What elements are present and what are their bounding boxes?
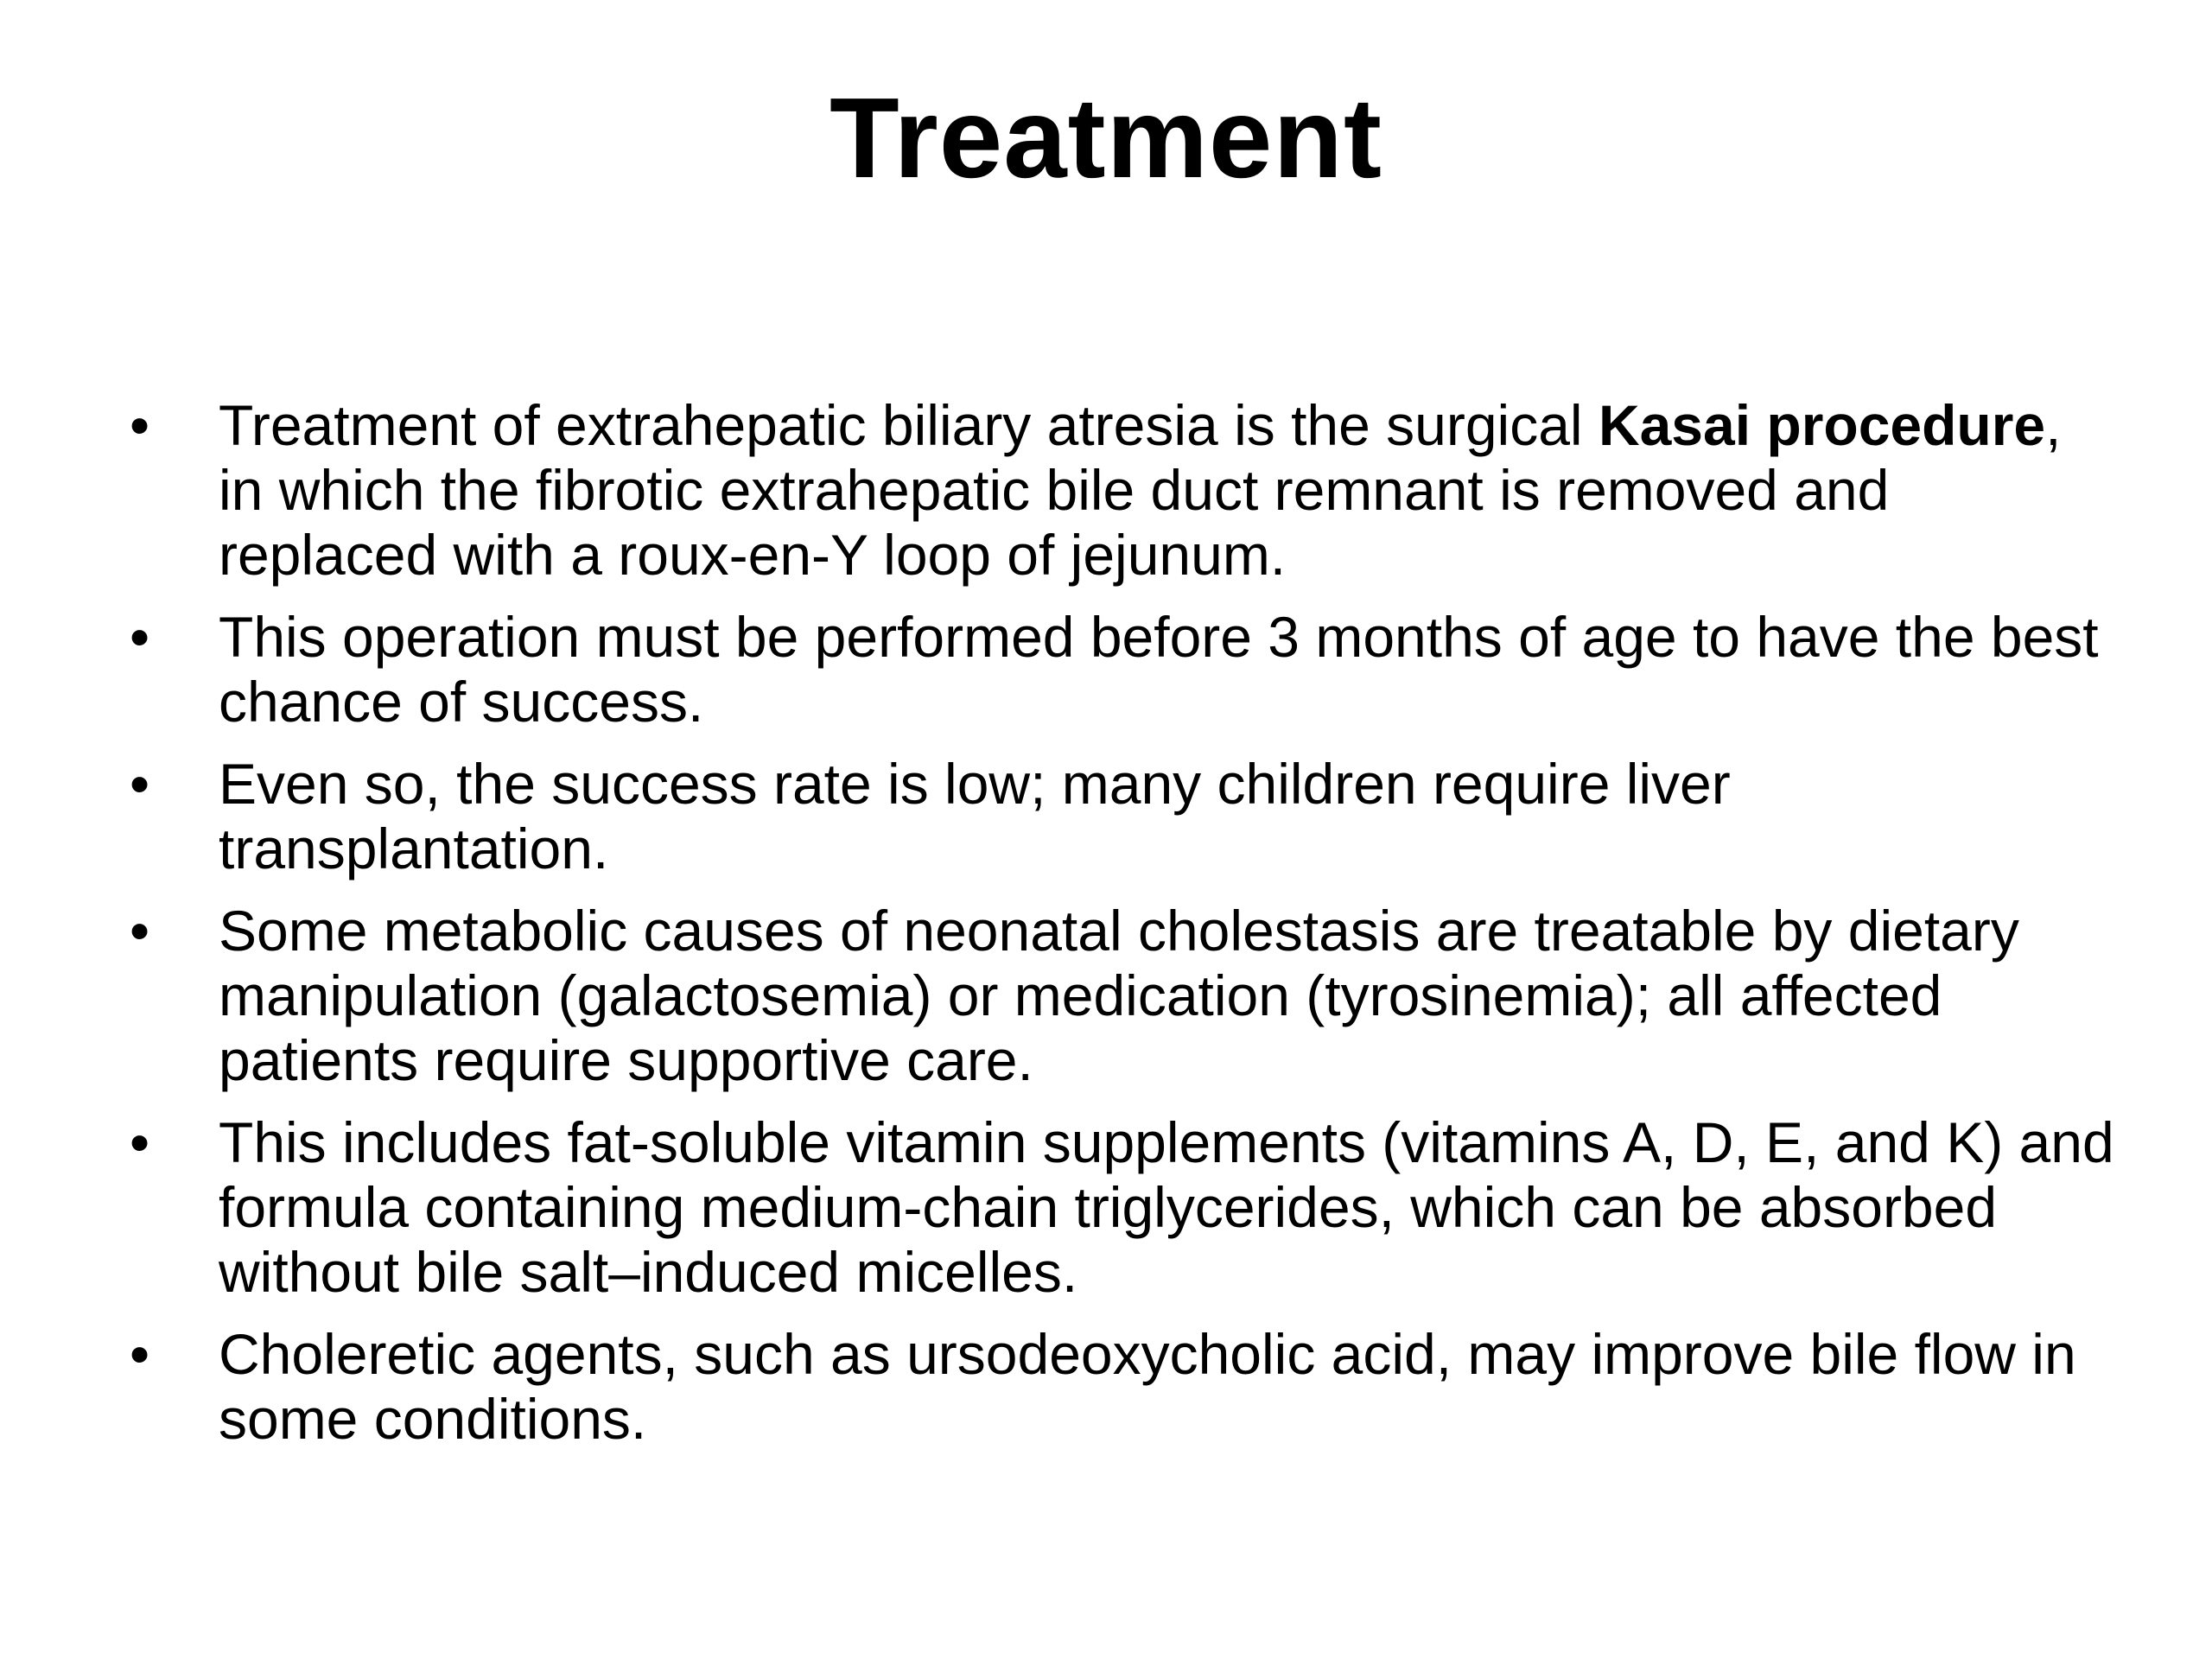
bullet-marker: • xyxy=(130,1110,150,1174)
bullet-text: , in which the fibrotic extrahepatic bile duct remnant is removed and replaced with a roux-en-Y loop of jejunum. xyxy=(219,393,2062,587)
bullet-marker: • xyxy=(130,899,150,963)
bullet-text: Some metabolic causes of neonatal cholestasis are treatable by dietary manipulation (galactosemia) or medication (tyrosinemia); all affected patients require supportive care. xyxy=(219,899,2019,1092)
bullet-item-success-rate xyxy=(130,752,2117,881)
bullet-item-metabolic xyxy=(130,899,2117,1093)
slide-title: Treatment xyxy=(830,74,1382,201)
bullet-bold-term: Kasai procedure xyxy=(1598,393,2046,457)
bullet-list xyxy=(130,393,2117,1469)
bullet-item-vitamins xyxy=(130,1110,2117,1305)
bullet-item-timing xyxy=(130,605,2117,734)
bullet-marker: • xyxy=(130,605,150,669)
bullet-item-kasai xyxy=(130,393,2117,588)
bullet-text: This includes fat-soluble vitamin supplements (vitamins A, D, E, and K) and formula containing medium-chain triglycerides, which can be absorbed without bile salt–induced micelles. xyxy=(219,1110,2114,1304)
bullet-marker: • xyxy=(130,752,150,816)
bullet-text: Treatment of extrahepatic biliary atresia is the surgical xyxy=(219,393,1599,457)
bullet-marker: • xyxy=(130,393,150,457)
bullet-text: This operation must be performed before 3 months of age to have the best chance of success. xyxy=(219,605,2099,734)
bullet-text: Choleretic agents, such as ursodeoxycholic acid, may improve bile flow in some conditions. xyxy=(219,1322,2076,1451)
bullet-marker: • xyxy=(130,1322,150,1386)
bullet-text: Even so, the success rate is low; many children require liver transplantation. xyxy=(219,752,1731,880)
bullet-item-choleretic xyxy=(130,1322,2117,1452)
